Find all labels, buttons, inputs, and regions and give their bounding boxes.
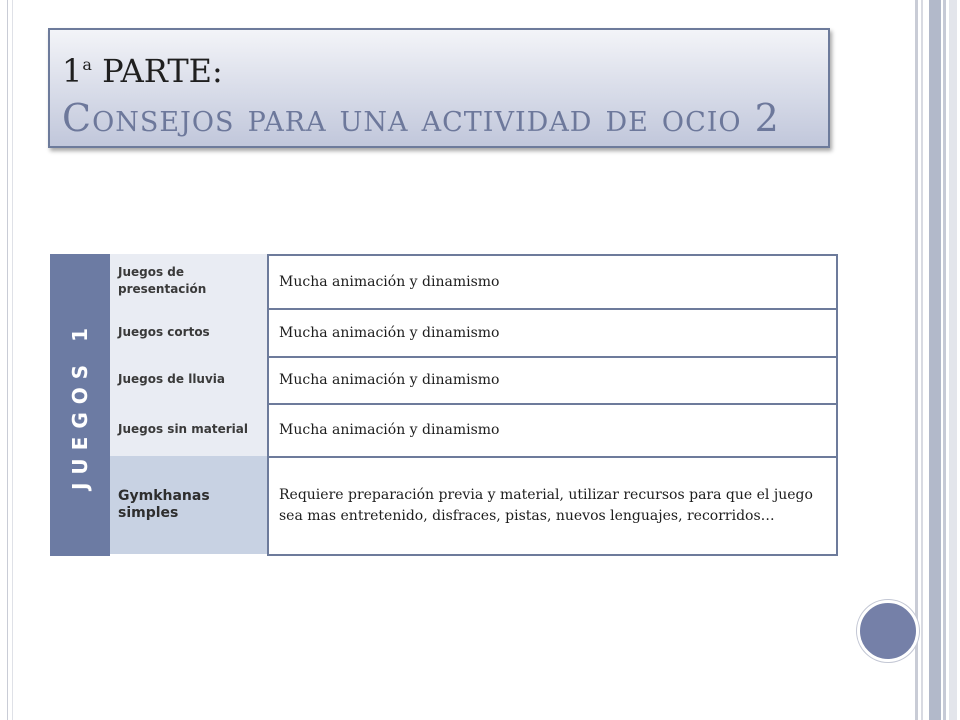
row-description: Requiere preparación previa y material, utilizar recursos para que el juego sea mas entretenido, disfraces, pistas, nuevos lenguajes, recorridos… [267, 456, 838, 556]
title-subtitle: Consejos para una actividad de ocio 2 [62, 96, 780, 140]
decor-bar [943, 0, 946, 720]
title-box [48, 28, 830, 148]
games-table [50, 254, 838, 556]
row-description: Mucha animación y dinamismo [267, 356, 838, 405]
row-description: Mucha animación y dinamismo [267, 403, 838, 458]
row-name: Juegos de presentación [110, 254, 267, 310]
row-name: Gymkhanas simples [110, 456, 267, 556]
table-row [110, 254, 838, 310]
table-row [110, 356, 838, 405]
side-category-text: JUEGOS 1 [68, 319, 92, 491]
title-ordinal: a [82, 55, 92, 74]
table-row [110, 456, 838, 556]
decor-bar [915, 0, 918, 720]
row-name: Juegos sin material [110, 403, 267, 458]
slide-frame-left-line-2 [12, 0, 13, 720]
row-description: Mucha animación y dinamismo [267, 308, 838, 358]
table-row [110, 403, 838, 458]
decor-bar [949, 0, 957, 720]
slide-frame-left-line [7, 0, 8, 720]
side-category-label [50, 254, 110, 556]
decor-bar [929, 0, 941, 720]
title-number: 1 [62, 52, 83, 90]
title-part: PARTE: [91, 52, 223, 90]
row-description: Mucha animación y dinamismo [267, 254, 838, 310]
decorative-right-bars [915, 0, 960, 720]
row-name: Juegos cortos [110, 308, 267, 358]
decor-bar [921, 0, 923, 720]
table-row [110, 308, 838, 358]
row-name: Juegos de lluvia [110, 356, 267, 405]
title-line-1 [62, 52, 223, 90]
table-rows [110, 254, 838, 556]
decorative-circle [857, 600, 919, 662]
